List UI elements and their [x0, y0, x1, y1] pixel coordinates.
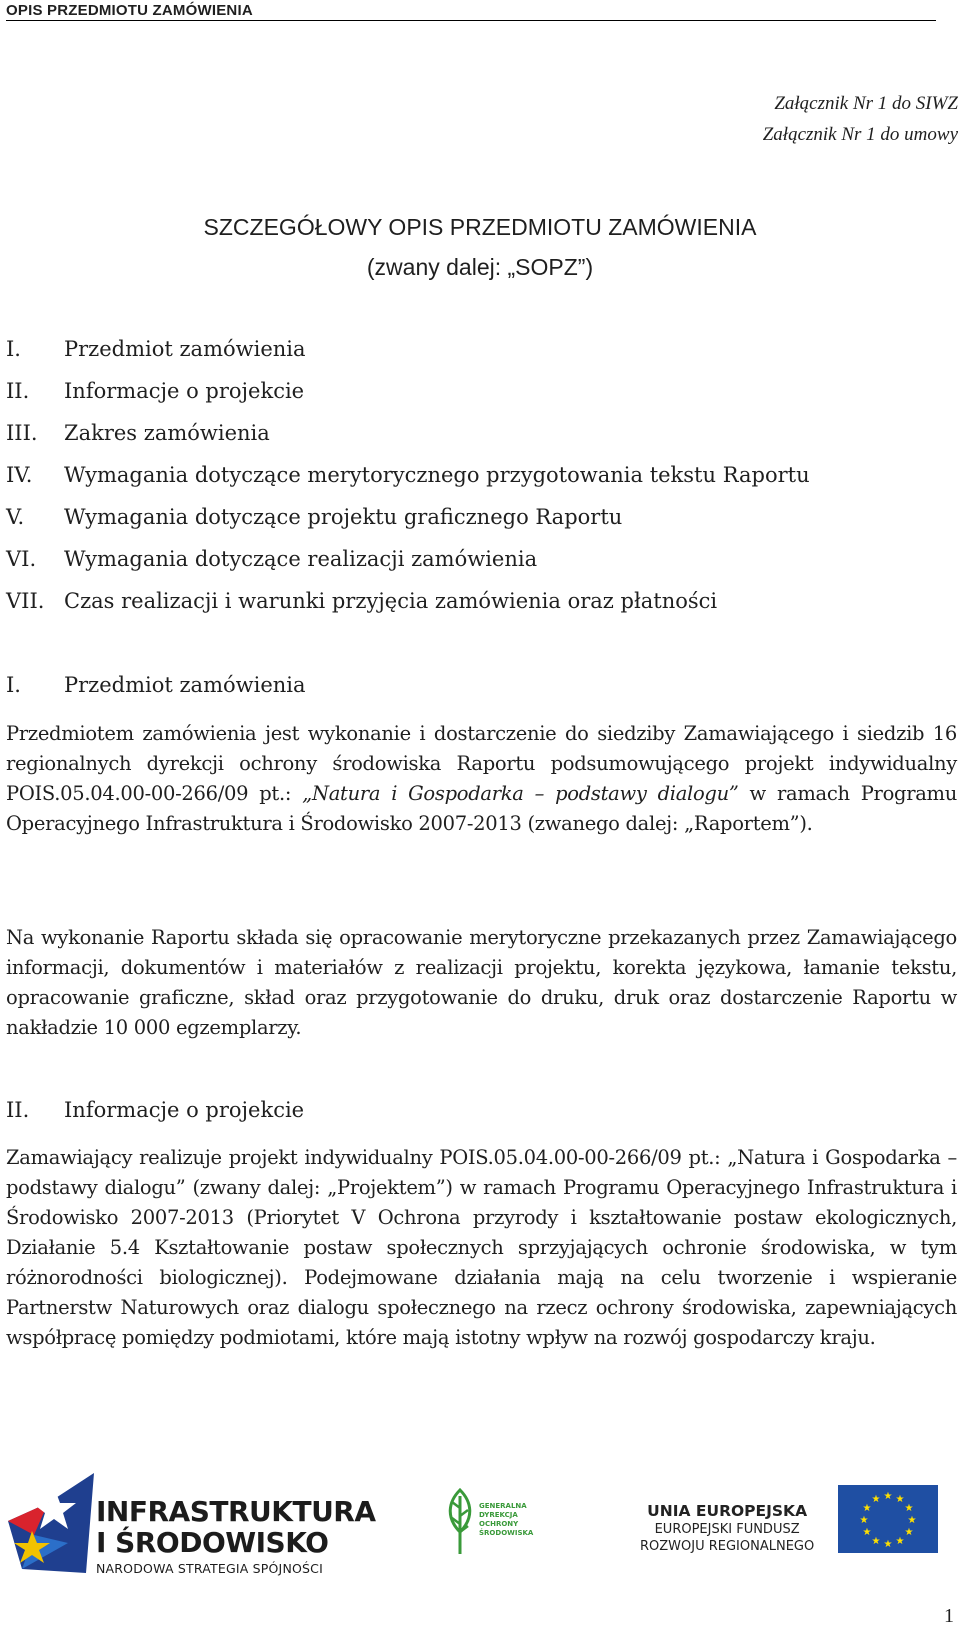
toc-item-number: I.: [6, 337, 21, 361]
attachment-notes: [763, 88, 958, 150]
toc-item-number: VII.: [6, 589, 45, 613]
toc-item: [6, 496, 810, 538]
toc-item-number: IV.: [6, 463, 33, 487]
project-title-italic: „Natura i Gospodarka – podstawy dialogu”: [302, 782, 739, 805]
toc-item: [6, 370, 810, 412]
eu-flag-icon: [838, 1485, 938, 1553]
title-main: SZCZEGÓŁOWY OPIS PRZEDMIOTU ZAMÓWIENIA: [203, 214, 757, 240]
toc-item-label: Wymagania dotyczące realizacji zamówienia: [64, 547, 538, 571]
toc-item: [6, 538, 810, 580]
running-header: OPIS PRZEDMIOTU ZAMÓWIENIA: [6, 2, 936, 21]
svg-text:★: ★: [862, 1503, 872, 1514]
footer-logos: [0, 1468, 960, 1578]
logo-text-line: ŚRODOWISKA: [479, 1529, 534, 1537]
toc-item: [6, 580, 810, 622]
toc-item: [6, 328, 810, 370]
svg-text:★: ★: [859, 1515, 869, 1526]
logo-text-line: DYREKCJA: [479, 1511, 518, 1519]
svg-text:★: ★: [904, 1503, 914, 1514]
logo-text-line: ROZWOJU REGIONALNEGO: [640, 1539, 815, 1554]
paragraph-text: w ramach Programu Operacyjnego Infrastruktura i Środowisko 2007-2013 (zwanego dalej: „Raportem”).: [6, 782, 958, 835]
section-number: II.: [6, 1098, 30, 1122]
toc-item: [6, 412, 810, 454]
toc-item-label: Zakres zamówienia: [64, 421, 270, 445]
svg-text:★: ★: [895, 1536, 905, 1547]
title-sub: (zwany dalej: „SOPZ”): [366, 254, 594, 280]
attachment-note-umowa: Załącznik Nr 1 do umowy: [762, 124, 958, 145]
section-2-paragraph-1: Zamawiający realizuje projekt indywidualny POIS.05.04.00-00-266/09 pt.: „Natura i Gospodarka – podstawy dialogu” (zwany dalej: „Projektem”) w ramach Programu Operacyjnego Infrastruktura i Środowisko 2007-2013 (Priorytet V Ochrona przyrody i kształtowanie postaw ekologicznych, Działanie 5.4 Kształtowanie postaw społecznych sprzyjających ochronie środowiska, w tym różnorodności biologicznej). Podejmowane działania mają na celu tworzenie i wspieranie Partnerstw Naturowych oraz dialogu społecznego na rzecz ochrony środowiska, zapewniających współpracę pomiędzy podmiotami, które mają istotny wpływ na rozwój gospodarczy kraju.: [6, 1146, 957, 1349]
logo-text-line: EUROPEJSKI FUNDUSZ: [654, 1522, 800, 1537]
section-1-paragraph-1: [6, 719, 957, 839]
eu-logo-text: [640, 1501, 814, 1555]
logo-text-line: I ŚRODOWISKO: [96, 1526, 329, 1559]
logo-text-line: GENERALNA: [479, 1502, 527, 1510]
leaf-logo-icon: [444, 1488, 476, 1558]
table-of-contents: [6, 328, 810, 622]
svg-text:★: ★: [883, 1539, 893, 1550]
svg-text:★: ★: [907, 1515, 917, 1526]
svg-text:★: ★: [871, 1536, 881, 1547]
svg-text:★: ★: [871, 1494, 881, 1505]
section-heading-2: [6, 1098, 304, 1122]
toc-item-label: Czas realizacji i warunki przyjęcia zamówienia oraz płatności: [64, 589, 718, 613]
section-1-paragraph-2: Na wykonanie Raportu składa się opracowanie merytoryczne przekazanych przez Zamawiającego informacji, dokumentów i materiałów z realizacji projektu, korekta językowa, łamanie tekstu, opracowanie graficzne, skład oraz przygotowanie do druku, druk oraz dostarczenie Raportu w nakładzie 10 000 egzemplarzy.: [6, 926, 957, 1039]
svg-text:★: ★: [862, 1527, 872, 1538]
logo-text-line: NARODOWA STRATEGIA SPÓJNOŚCI: [96, 1561, 323, 1576]
svg-text:★: ★: [904, 1527, 914, 1538]
logo-text-line: UNIA EUROPEJSKA: [647, 1502, 808, 1520]
star-logo-icon: [8, 1473, 94, 1573]
toc-item-number: V.: [6, 505, 25, 529]
attachment-note-siwz: Załącznik Nr 1 do SIWZ: [774, 93, 958, 114]
section-title: Informacje o projekcie: [64, 1098, 305, 1122]
section-heading-1: [6, 673, 306, 697]
toc-item-number: II.: [6, 379, 30, 403]
svg-text:★: ★: [883, 1491, 893, 1502]
toc-item-label: Przedmiot zamówienia: [64, 337, 306, 361]
infrastruktura-logo-text: [96, 1496, 376, 1576]
logo-text-line: OCHRONY: [479, 1520, 519, 1528]
logo-text-line: INFRASTRUKTURA: [96, 1495, 376, 1528]
toc-item-label: Wymagania dotyczące merytorycznego przygotowania tekstu Raportu: [64, 463, 810, 487]
section-title: Przedmiot zamówienia: [64, 673, 306, 697]
svg-text:★: ★: [895, 1494, 905, 1505]
toc-item-label: Informacje o projekcie: [64, 379, 305, 403]
toc-item-number: VI.: [6, 547, 37, 571]
document-title: [0, 207, 960, 287]
toc-item-label: Wymagania dotyczące projektu graficznego Raportu: [64, 505, 623, 529]
page-number: 1: [944, 1605, 954, 1627]
section-number: I.: [6, 673, 21, 697]
paragraph-text: Przedmiotem zamówienia jest wykonanie i dostarczenie do siedziby Zamawiającego i siedzib 16 regionalnych dyrekcji ochrony środowiska Raportu podsumowującego projekt indywidualny POIS.05.04.00-00-266/09 pt.:: [6, 722, 957, 805]
gdos-logo-text: [479, 1502, 533, 1538]
toc-item-number: III.: [6, 421, 38, 445]
toc-item: [6, 454, 810, 496]
